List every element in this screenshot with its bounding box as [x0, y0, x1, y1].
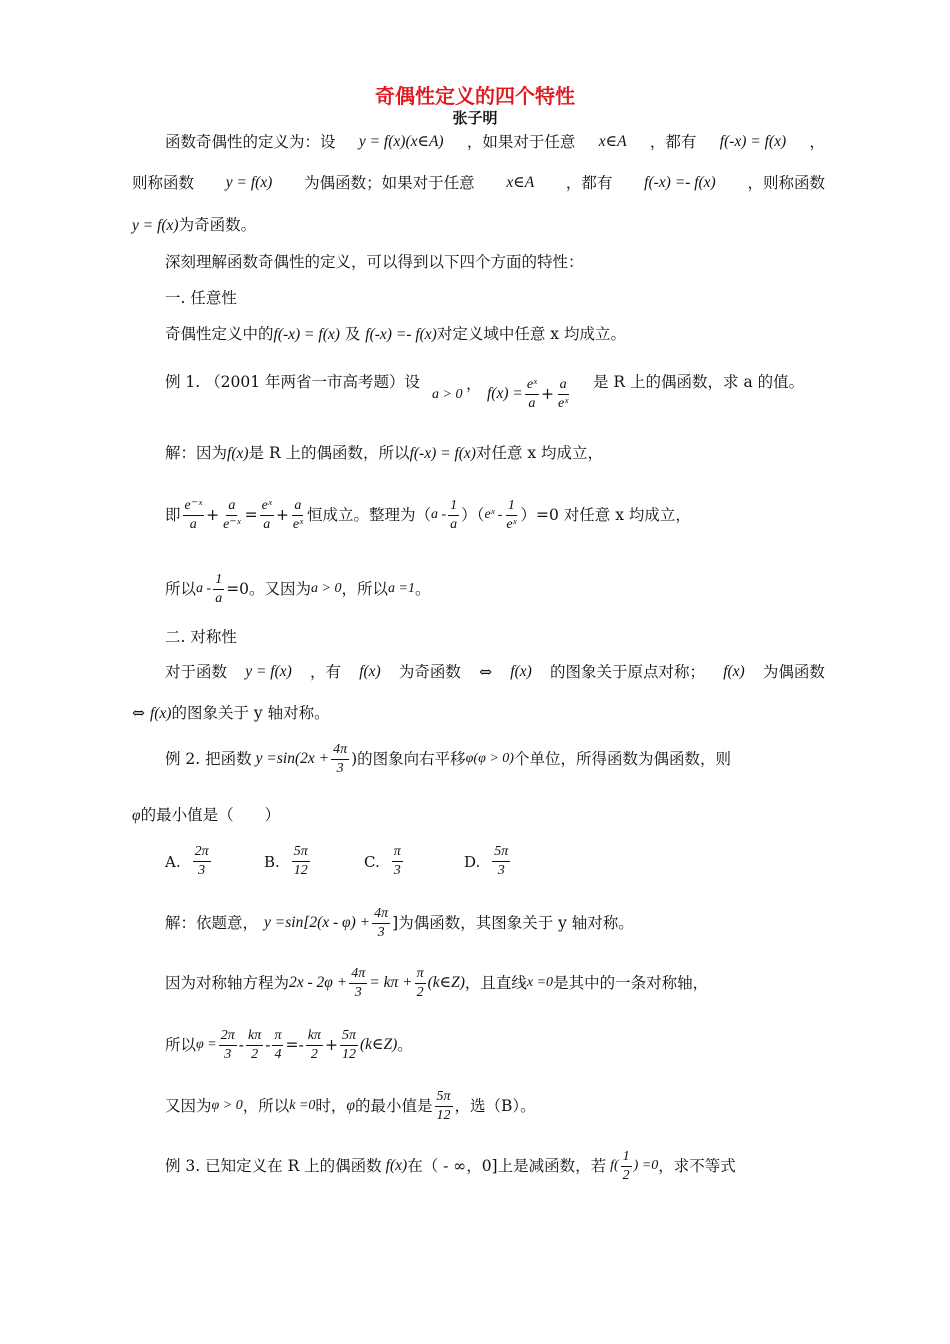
solution-2-line3: 所以 φ = $\frac{2\pi}{3}$ - $\frac{k\pi}{2}$ - $\frac{\pi}{4}$ =- $\frac{k\pi}{2}$ + $\frac{5\pi}{12}$ (k∈Z) 。: [165, 1027, 413, 1062]
fraction: $\frac{k\pi}{2}$: [247, 1027, 262, 1062]
paragraph-arbitrariness: 奇偶性定义中的f(-x) = f(x) 及 f(-x) =- f(x)对定义域中任意 x 均成立。: [165, 325, 626, 343]
fraction: $\frac{2\pi}{3}$: [194, 844, 209, 878]
example-2-line2: φ的最小值是（ ）: [132, 806, 281, 824]
fraction: $\frac{\pi}{3}$: [393, 844, 401, 878]
fraction: $\frac{5\pi}{12}$: [341, 1027, 356, 1062]
paragraph-symmetry-line1: 对于函数 y = f(x) ，有 f(x) 为奇函数 ⇔ f(x) 的图象关于原点对称； f(x) 为偶函数: [165, 663, 825, 681]
solution-2-line2: 因为对称轴方程为 2x - 2φ + $\frac{4\pi}{3}$ = kπ + $\frac{\pi}{2}$ (k∈Z) ，且直线 x =0 是其中的一条对称轴，: [165, 965, 709, 1000]
solution-2-line1: 解：依题意， y =sin[2(x - φ) + $\frac{4\pi}{3}$ ]为偶函数，其图象关于 y 轴对称。: [165, 905, 634, 940]
fraction: $\frac{5\pi}{3}$: [494, 844, 509, 878]
fraction: $\frac{\text{e⁻ˣ}}{a}$: [184, 497, 203, 532]
fraction: $\frac{5\pi}{12}$: [293, 844, 308, 878]
example-1-question: 是 R 上的偶函数，求 a 的值。: [593, 373, 805, 391]
fraction: $\frac{\text{eˣ}}{a}$: [261, 497, 272, 532]
solution-2-line4: 又因为 φ > 0 ，所以 k =0 时， φ 的最小值是 $\frac{5\pi}{12}$ ，选（B）。: [165, 1088, 536, 1123]
paragraph-definition-line3: y = f(x)为奇函数。: [132, 216, 257, 234]
author-name: 张子明: [452, 109, 498, 127]
example-3-line1: 例 3. 已知定义在 R 上的偶函数 f(x) 在（ - ∞，0]上是减函数，若 f( $\frac{1}{2}$ ) =0 ，求不等式: [165, 1148, 736, 1183]
fraction: $\frac{1}{\text{eˣ}}$: [506, 497, 517, 532]
fraction: $\frac{5\pi}{12}$: [436, 1088, 451, 1123]
fraction: $\frac{a}{\text{e⁻ˣ}}$: [223, 497, 241, 532]
fraction: $\frac{1}{2}$: [622, 1148, 630, 1183]
fraction: $\frac{1}{a}$: [450, 497, 458, 532]
option-b: B. $\frac{5\pi}{12}$: [264, 844, 308, 878]
fraction: $\frac{2\pi}{3}$: [220, 1027, 235, 1062]
example-1-formula: f(x) = $\frac{\text{eˣ}}{a}$ + $\frac{a}{\text{eˣ}}$: [487, 376, 569, 411]
fraction: $\frac{\pi}{2}$: [416, 965, 424, 1000]
paragraph-intro: 深刻理解函数奇偶性的定义，可以得到以下四个方面的特性：: [165, 253, 584, 271]
example-1-text: 例 1. （2001 年两省一市高考题）设: [165, 373, 421, 391]
fraction: $\frac{\pi}{4}$: [274, 1027, 282, 1062]
section-heading-symmetry: 二. 对称性: [165, 628, 237, 646]
fraction: $\frac{k\pi}{2}$: [307, 1027, 321, 1062]
example-1-comma: ，: [466, 375, 482, 393]
paragraph-definition-line2: 则称函数 y = f(x) 为偶函数；如果对于任意 x∈A ，都有 f(-x) =- f(x) ，则称函数: [132, 174, 825, 192]
option-d: D. $\frac{5\pi}{3}$: [464, 844, 509, 878]
paragraph-symmetry-line2: ⇔ f(x)的图象关于 y 轴对称。: [132, 704, 330, 722]
solution-1-line3: 所以 a - $\frac{1}{a}$ =0。又因为 a > 0 ，所以 a =1 。: [165, 571, 431, 606]
option-c: C. $\frac{\pi}{3}$: [364, 844, 401, 878]
fraction: $\frac{4\pi}{3}$: [374, 905, 389, 940]
solution-1-line1: 解：因为f(x)是 R 上的偶函数，所以f(-x) = f(x)对任意 x 均成立，: [165, 444, 604, 462]
fraction: $\frac{4\pi}{3}$: [333, 741, 348, 776]
fraction: $\frac{4\pi}{3}$: [351, 965, 366, 1000]
document-title: 奇偶性定义的四个特性: [375, 84, 575, 108]
fraction: $\frac{a}{\text{eˣ}}$: [292, 497, 303, 532]
option-a: A. $\frac{2\pi}{3}$: [165, 844, 209, 878]
solution-1-line2: 即 $\frac{\text{e⁻ˣ}}{a}$ + $\frac{a}{\text{e⁻ˣ}}$ = $\frac{\text{eˣ}}{a}$ + $\frac{a}{\text{eˣ}}$ 恒成立。整理为（ a - $\frac{1}{a}$ ）（ eˣ - $\frac{1}{\text{eˣ}}$ ）=0 对任意 x 均成立，: [165, 497, 691, 532]
section-heading-arbitrariness: 一. 任意性: [165, 289, 237, 307]
paragraph-definition-line1: 函数奇偶性的定义为：设 y = f(x)(x∈A) ，如果对于任意 x∈A ，都有 f(-x) = f(x) ，: [165, 133, 825, 151]
example-2-line1: 例 2. 把函数 y =sin(2x + $\frac{4\pi}{3}$ )的图象向右平移 φ(φ > 0) 个单位，所得函数为偶函数，则: [165, 741, 731, 776]
fraction: $\frac{\text{eˣ}}{a}$: [526, 376, 538, 411]
fraction: $\frac{1}{a}$: [215, 571, 223, 606]
fraction: $\frac{a}{\text{eˣ}}$: [558, 376, 569, 411]
example-1-condition: a > 0: [432, 387, 463, 402]
